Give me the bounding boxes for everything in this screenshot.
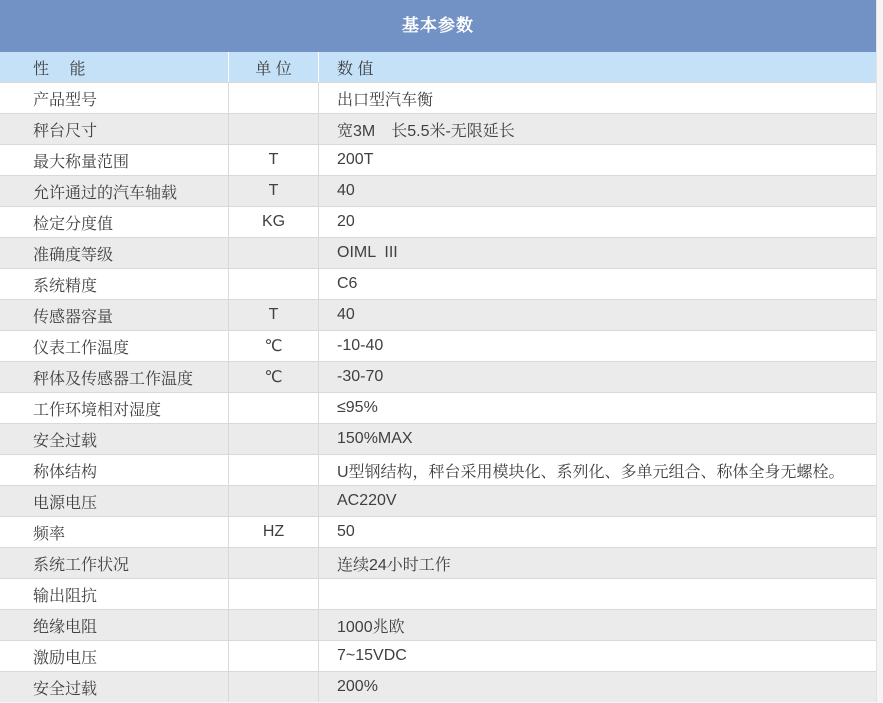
row-name-cell: 最大称量范围 [33, 153, 130, 171]
row-name-cell: 允许通过的汽车轴载 [33, 184, 178, 202]
row-unit-cell [228, 610, 318, 640]
table-row [0, 175, 876, 206]
row-unit-cell: HZ [228, 517, 318, 547]
row-name-cell: 输出阻抗 [33, 587, 98, 605]
row-value-cell: 1000兆欧 [318, 610, 876, 640]
table-row [0, 361, 876, 392]
row-name-cell: 产品型号 [33, 91, 98, 109]
table-row [0, 82, 876, 113]
table-row [0, 330, 876, 361]
table-row [0, 516, 876, 547]
row-name-cell: 安全过载 [33, 680, 98, 698]
column-header-value: 数 值 [318, 52, 876, 82]
column-header-unit: 单 位 [228, 52, 318, 82]
table-row [0, 392, 876, 423]
row-value-cell: 出口型汽车衡 [318, 83, 876, 113]
row-value-cell: -30-70 [318, 362, 876, 392]
row-name-cell: 系统工作状况 [33, 556, 130, 574]
row-name-cell: 频率 [33, 525, 66, 543]
row-unit-cell [228, 641, 318, 671]
row-name-cell: 准确度等级 [33, 246, 114, 264]
row-value-cell: 200% [318, 672, 876, 702]
table-row [0, 454, 876, 485]
row-value-cell: 40 [318, 176, 876, 206]
row-unit-cell [228, 393, 318, 423]
row-value-cell: 20 [318, 207, 876, 237]
row-unit-cell [228, 83, 318, 113]
table-row [0, 423, 876, 454]
row-name-cell: 传感器容量 [33, 308, 114, 326]
row-name-cell: 仪表工作温度 [33, 339, 130, 357]
row-unit-cell: KG [228, 207, 318, 237]
row-value-cell: 150%MAX [318, 424, 876, 454]
row-unit-cell [228, 486, 318, 516]
row-name-cell: 工作环境相对湿度 [33, 401, 162, 419]
row-value-cell: 200T [318, 145, 876, 175]
row-unit-cell: ℃ [228, 331, 318, 361]
row-unit-cell: T [228, 145, 318, 175]
row-unit-cell [228, 269, 318, 299]
row-unit-cell [228, 424, 318, 454]
row-name-cell: 电源电压 [33, 494, 98, 512]
table-row [0, 237, 876, 268]
column-header-performance: 性 能 [33, 60, 86, 78]
row-name-cell: 检定分度值 [33, 215, 114, 233]
row-name-cell: 激励电压 [33, 649, 98, 667]
table-row [0, 113, 876, 144]
row-value-cell: C6 [318, 269, 876, 299]
row-unit-cell: ℃ [228, 362, 318, 392]
row-unit-cell [228, 114, 318, 144]
row-name-cell: 称体结构 [33, 463, 98, 481]
row-name-cell: 秤体及传感器工作温度 [33, 370, 194, 388]
row-value-cell: U型钢结构，秤台采用模块化、系列化、多单元组合、称体全身无螺栓。 [318, 455, 876, 485]
row-value-cell: 宽3M 长5.5米-无限延长 [318, 114, 876, 144]
row-name-cell: 系统精度 [33, 277, 98, 295]
row-value-cell: 40 [318, 300, 876, 330]
row-name-cell: 安全过载 [33, 432, 98, 450]
row-name-cell: 秤台尺寸 [33, 122, 98, 140]
row-unit-cell [228, 238, 318, 268]
row-value-cell [318, 579, 876, 609]
table-body [0, 82, 876, 702]
table-row [0, 578, 876, 609]
row-value-cell: -10-40 [318, 331, 876, 361]
row-value-cell: AC220V [318, 486, 876, 516]
row-value-cell: ≤95% [318, 393, 876, 423]
row-unit-cell [228, 455, 318, 485]
table-row [0, 206, 876, 237]
row-unit-cell [228, 548, 318, 578]
table-title: 基本参数 [0, 0, 876, 52]
row-value-cell: 50 [318, 517, 876, 547]
table-row [0, 144, 876, 175]
table-row [0, 671, 876, 702]
row-unit-cell [228, 672, 318, 702]
row-unit-cell [228, 579, 318, 609]
row-unit-cell: T [228, 176, 318, 206]
table-row [0, 547, 876, 578]
table-row [0, 609, 876, 640]
header-row [0, 52, 876, 82]
row-name-cell: 绝缘电阻 [33, 618, 98, 636]
table-row [0, 485, 876, 516]
row-value-cell: 7~15VDC [318, 641, 876, 671]
table-row [0, 299, 876, 330]
row-value-cell: 连续24小时工作 [318, 548, 876, 578]
table-row [0, 640, 876, 671]
row-unit-cell: T [228, 300, 318, 330]
row-value-cell: OIML III [318, 238, 876, 268]
table-row [0, 268, 876, 299]
